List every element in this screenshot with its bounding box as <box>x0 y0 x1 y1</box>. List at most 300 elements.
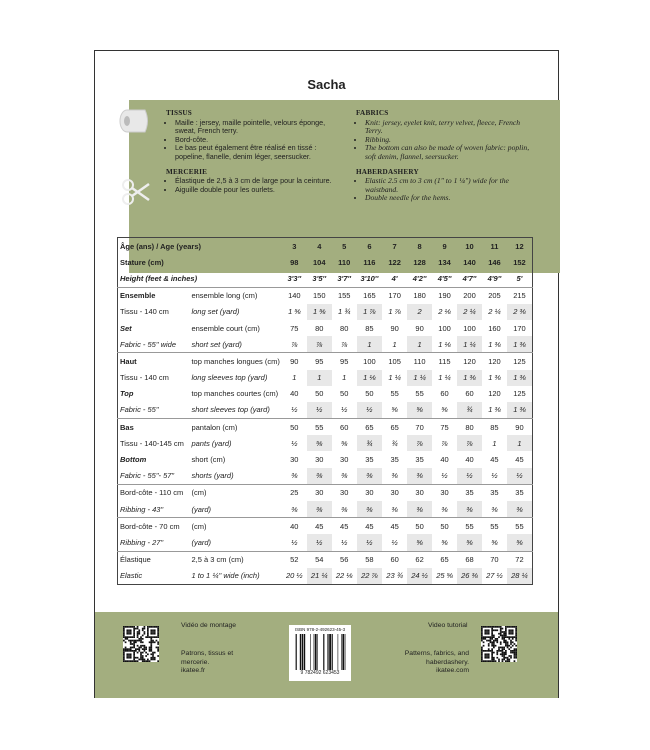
value-cell: 21 ¼ <box>307 568 332 585</box>
shop-en-text <box>401 650 469 676</box>
value-cell: 75 <box>290 323 299 333</box>
value-cell: 100 <box>438 323 451 333</box>
haberdashery-fr-item: • Élastique de 2,5 à 3 cm de large pour la ceinture. <box>175 177 346 186</box>
value-cell: 2 ¼ <box>457 304 482 320</box>
table-row <box>118 254 533 270</box>
value-cell: ⅝ <box>307 435 332 451</box>
value-cell: 1 <box>507 435 533 451</box>
value-cell: 140 <box>463 257 476 267</box>
value-cell: 27 ½ <box>486 571 503 581</box>
value-cell: 4'5'' <box>437 273 452 283</box>
value-cell: 95 <box>332 353 357 370</box>
value-cell: ⅞ <box>407 435 432 451</box>
special-unit-fr: (cm) <box>189 518 281 535</box>
value-cell: 120 <box>482 353 507 370</box>
group-name-fr: Haut <box>120 356 137 366</box>
footer-band <box>95 612 558 698</box>
special-unit-en: (yard) <box>191 504 212 514</box>
value-cell: 45 <box>307 518 332 535</box>
value-cell: 3 <box>292 241 297 251</box>
table-row <box>118 534 533 551</box>
value-cell: 1 <box>392 339 397 349</box>
value-cell: 60 <box>465 389 474 399</box>
value-cell: 30 <box>340 455 349 465</box>
value-cell: 125 <box>513 389 526 399</box>
special-unit-en: (yard) <box>191 537 212 547</box>
value-cell: 4'2'' <box>412 273 427 283</box>
table-row <box>118 270 533 287</box>
value-cell: ½ <box>441 471 448 481</box>
value-cell: ⅝ <box>407 534 432 551</box>
value-cell: 45 <box>332 518 357 535</box>
group-label-cell <box>118 304 190 320</box>
row-label: short (cm) <box>191 455 226 465</box>
shop-en-line: Patterns, fabrics, and <box>404 650 469 657</box>
value-cell: 115 <box>432 353 457 370</box>
value-cell: 30 <box>407 484 432 501</box>
value-cell: 160 <box>488 323 501 333</box>
value-cell: 170 <box>382 287 407 304</box>
shop-en-link[interactable]: ikatee.com <box>436 667 469 675</box>
group-label-cell <box>118 287 190 304</box>
value-cell: 1 <box>292 373 297 383</box>
value-cell: ⅜ <box>307 468 332 485</box>
value-cell: ¾ <box>457 402 482 419</box>
special-label-en: Ribbing - 43" <box>120 504 164 514</box>
table-row <box>118 518 533 535</box>
value-cell: 12 <box>515 241 524 251</box>
value-cell: ½ <box>457 468 482 485</box>
value-cell: 80 <box>457 419 482 436</box>
group-name-en: Set <box>120 323 132 333</box>
value-cell: ⅜ <box>357 501 382 518</box>
value-cell: 2 <box>407 304 432 320</box>
table-row <box>118 320 533 336</box>
value-cell: 90 <box>282 353 307 370</box>
value-cell: ⅜ <box>391 471 398 481</box>
value-cell: 1 ⅜ <box>507 402 533 419</box>
value-cell: 72 <box>507 551 533 568</box>
value-cell: 1 ⅜ <box>488 405 501 415</box>
group-fabric-fr: Tissu - 140 cm <box>120 307 169 317</box>
value-cell: 1 <box>492 438 497 448</box>
value-cell: 25 <box>282 484 307 501</box>
value-cell: 55 <box>482 518 507 535</box>
table-row <box>118 353 533 370</box>
value-cell: 4' <box>391 273 398 283</box>
value-cell: 1 <box>357 336 382 353</box>
group-label-cell <box>118 370 190 386</box>
group-fabric-en: Fabric - 55" wide <box>120 339 177 349</box>
group-label-cell <box>118 336 190 353</box>
value-cell: 20 ½ <box>285 571 303 581</box>
row-label: short set (yard) <box>191 339 242 349</box>
value-cell: ⅝ <box>457 534 482 551</box>
table-row <box>118 484 533 501</box>
value-cell: 1 ⅝ <box>288 307 301 317</box>
value-cell: 60 <box>440 389 449 399</box>
row-label: top manches courtes (cm) <box>191 389 279 399</box>
value-cell: 30 <box>382 484 407 501</box>
value-cell: 9 <box>442 241 447 251</box>
en-materials <box>356 109 536 209</box>
value-cell: 45 <box>382 518 407 535</box>
value-cell: 1 ⅝ <box>307 304 332 320</box>
value-cell: 28 ¼ <box>507 568 533 585</box>
haberdashery-en-heading: HABERDASHERY <box>356 167 419 176</box>
row-label: short sleeves top (yard) <box>191 405 270 415</box>
group-label-cell <box>118 402 190 419</box>
value-cell: ½ <box>357 534 382 551</box>
value-cell: 50 <box>282 419 307 436</box>
value-cell: 155 <box>332 287 357 304</box>
value-cell: 90 <box>390 323 399 333</box>
table-row <box>118 551 533 568</box>
value-cell: 4 <box>317 241 322 251</box>
value-cell: ⅜ <box>457 501 482 518</box>
value-cell: 60 <box>332 419 357 436</box>
value-cell: 90 <box>507 419 533 436</box>
value-cell: 60 <box>382 551 407 568</box>
barcode-number: 9 782492 623453 <box>300 670 340 676</box>
value-cell: 55 <box>415 389 424 399</box>
value-cell: 3'10'' <box>360 273 379 283</box>
value-cell: 122 <box>388 257 401 267</box>
row-label: ensemble long (cm) <box>189 287 281 304</box>
value-cell: 85 <box>365 323 374 333</box>
value-cell: 35 <box>365 455 374 465</box>
value-cell: 1 ⅜ <box>488 339 501 349</box>
value-cell: 1 <box>407 336 432 353</box>
value-cell: 50 <box>340 389 349 399</box>
special-label-fr: Bord-côte - 110 cm <box>118 484 190 501</box>
value-cell: 65 <box>432 551 457 568</box>
value-cell: 105 <box>382 353 407 370</box>
fabrics-en-item: • Knit: jersey, eyelet knit, terry velvet, fleece, French Terry. <box>365 119 536 136</box>
group-label-cell <box>118 320 190 336</box>
value-cell: 80 <box>340 323 349 333</box>
group-name-fr: Bas <box>120 422 134 432</box>
value-cell: 45 <box>357 518 382 535</box>
value-cell: ⅝ <box>441 405 448 415</box>
value-cell: 1 ⅜ <box>507 336 533 353</box>
row-label: top manches longues (cm) <box>189 353 281 370</box>
value-cell: 1 ⅜ <box>488 373 501 383</box>
value-cell: 40 <box>440 455 449 465</box>
value-cell: ⅞ <box>457 435 482 451</box>
haberdashery-en-item: • Double needle for the hems. <box>365 194 536 203</box>
value-cell: 90 <box>415 323 424 333</box>
value-cell: 116 <box>363 257 376 267</box>
value-cell: ¾ <box>357 435 382 451</box>
haberdashery-fr-item: • Aiguille double pour les ourlets. <box>175 186 346 195</box>
value-cell: ⅜ <box>391 504 398 514</box>
value-cell: 1 ¼ <box>407 370 432 386</box>
group-label-cell <box>118 468 190 485</box>
value-cell: 98 <box>290 257 299 267</box>
value-cell: 30 <box>290 455 299 465</box>
value-cell: 1 <box>307 370 332 386</box>
group-label-cell <box>118 419 190 436</box>
value-cell: ⅞ <box>307 336 332 353</box>
fabric-roll-icon <box>119 108 151 139</box>
value-cell: 70 <box>407 419 432 436</box>
value-cell: 152 <box>513 257 526 267</box>
value-cell: 3'3'' <box>287 273 302 283</box>
fabrics-en-item: • The bottom can also be made of woven fabric: poplin, soft denim, flannel, seersucker. <box>365 144 536 161</box>
value-cell: 40 <box>465 455 474 465</box>
value-cell: 3'7'' <box>337 273 352 283</box>
value-cell: ⅜ <box>507 501 533 518</box>
value-cell: ½ <box>307 402 332 419</box>
value-cell: 68 <box>457 551 482 568</box>
value-cell: ⅞ <box>441 438 448 448</box>
value-cell: 95 <box>307 353 332 370</box>
haberdashery-fr-heading: MERCERIE <box>166 167 208 176</box>
value-cell: 4'7'' <box>462 273 477 283</box>
value-cell: 30 <box>332 484 357 501</box>
barcode-bars <box>291 634 349 670</box>
video-en-title: Video tutorial <box>428 622 468 629</box>
value-cell: 200 <box>457 287 482 304</box>
value-cell: 170 <box>513 323 526 333</box>
value-cell: ½ <box>291 537 298 547</box>
value-cell: 2 ⅛ <box>438 307 451 317</box>
value-cell: 55 <box>390 389 399 399</box>
table-row <box>118 238 533 255</box>
value-cell: 30 <box>315 455 324 465</box>
video-fr-title: Vidéo de montage <box>181 622 237 629</box>
fabrics-fr-item: • Le bas peut également être réalisé en tissé : popeline, flanelle, denim léger, seersucker. <box>175 144 346 161</box>
value-cell: ⅜ <box>407 501 432 518</box>
value-cell: 134 <box>438 257 451 267</box>
value-cell: ½ <box>357 402 382 419</box>
value-cell: 50 <box>407 518 432 535</box>
value-cell: 165 <box>357 287 382 304</box>
haberdashery-en-item: • Elastic 2.5 cm to 3 cm (1" to 1 ¼") wide for the waistband. <box>365 177 536 194</box>
fr-materials <box>166 109 346 200</box>
value-cell: 50 <box>365 389 374 399</box>
table-row <box>118 568 533 585</box>
value-cell: 25 ⅝ <box>436 571 453 581</box>
value-cell: 8 <box>417 241 422 251</box>
value-cell: 1 ⅞ <box>388 307 401 317</box>
value-cell: 11 <box>490 241 499 251</box>
shop-fr-text <box>181 650 233 676</box>
group-fabric-fr: Tissu - 140-145 cm <box>120 438 184 448</box>
value-cell: 23 ¾ <box>386 571 403 581</box>
shop-fr-link[interactable]: ikatee.fr <box>181 667 206 675</box>
shop-fr-line: mercerie. <box>181 658 210 666</box>
special-label-en: Ribbing - 27" <box>120 537 164 547</box>
value-cell: ⅜ <box>441 504 448 514</box>
value-cell: ⅜ <box>341 504 348 514</box>
special-unit-fr: (cm) <box>189 484 281 501</box>
value-cell: 1 ¾ <box>337 307 351 317</box>
fabrics-en-item: • Ribbing. <box>365 136 536 145</box>
value-cell: ½ <box>341 405 348 415</box>
row-label: ensemble court (cm) <box>191 323 260 333</box>
group-label-cell <box>118 386 190 402</box>
value-cell: 5' <box>516 273 523 283</box>
isbn-barcode <box>289 625 351 681</box>
size-chart-table <box>117 237 533 585</box>
value-cell: ⅜ <box>357 468 382 485</box>
value-cell: 35 <box>390 455 399 465</box>
pattern-title: Sacha <box>307 77 346 92</box>
group-name-en: Top <box>120 389 134 399</box>
row-label: long set (yard) <box>191 307 240 317</box>
table-row <box>118 501 533 518</box>
value-cell: 3'5'' <box>312 273 327 283</box>
value-cell: 55 <box>457 518 482 535</box>
value-cell: ⅜ <box>491 504 498 514</box>
scissors-icon <box>121 178 151 211</box>
value-cell: ½ <box>341 537 348 547</box>
value-cell: 1 ⅜ <box>457 370 482 386</box>
value-cell: 6 <box>367 241 372 251</box>
value-cell: 35 <box>482 484 507 501</box>
value-cell: 7 <box>392 241 397 251</box>
group-fabric-fr: Tissu - 140 cm <box>120 373 169 383</box>
shop-en-line: haberdashery. <box>426 658 469 666</box>
table-row <box>118 287 533 304</box>
row-label: pantalon (cm) <box>189 419 281 436</box>
value-cell: 30 <box>432 484 457 501</box>
group-label-cell <box>118 435 190 451</box>
value-cell: ⅜ <box>341 471 348 481</box>
value-cell: 22 ⅞ <box>357 568 382 585</box>
value-cell: 146 <box>488 257 501 267</box>
table-row <box>118 468 533 485</box>
table-row <box>118 435 533 451</box>
table-row <box>118 336 533 353</box>
value-cell: 5 <box>342 241 347 251</box>
value-cell: 215 <box>507 287 533 304</box>
row-label: pants (yard) <box>191 438 232 448</box>
shop-fr-line: Patrons, tissus et <box>181 650 234 657</box>
value-cell: 54 <box>307 551 332 568</box>
value-cell: 40 <box>290 389 299 399</box>
value-cell: 52 <box>282 551 307 568</box>
value-cell: 58 <box>357 551 382 568</box>
value-cell: 65 <box>357 419 382 436</box>
value-cell: ⅝ <box>391 405 398 415</box>
fabrics-en-heading: FABRICS <box>356 109 389 117</box>
value-cell: 65 <box>382 419 407 436</box>
value-cell: 35 <box>415 455 424 465</box>
group-label-cell <box>118 353 190 370</box>
value-cell: 1 ¼ <box>388 373 401 383</box>
value-cell: 128 <box>413 257 426 267</box>
group-name-en: Bottom <box>120 455 147 465</box>
value-cell: ⅜ <box>291 471 298 481</box>
value-cell: ½ <box>507 468 533 485</box>
value-cell: 1 ¼ <box>457 336 482 353</box>
value-cell: 140 <box>282 287 307 304</box>
qr-code-en <box>481 626 517 662</box>
value-cell: 62 <box>407 551 432 568</box>
value-cell: 100 <box>357 353 382 370</box>
special-label-fr: Bord-côte - 70 cm <box>118 518 190 535</box>
value-cell: 100 <box>463 323 476 333</box>
value-cell: 125 <box>507 353 533 370</box>
row-label: long sleeves top (yard) <box>191 373 268 383</box>
qr-code-fr <box>123 626 159 662</box>
fabrics-fr-item: • Bord-côte. <box>175 136 346 145</box>
special-unit-en: 1 to 1 ¼" wide (inch) <box>191 571 260 581</box>
value-cell: ⅞ <box>341 339 348 349</box>
value-cell: 110 <box>338 257 351 267</box>
fabrics-fr-heading: TISSUS <box>166 109 192 117</box>
value-cell: ½ <box>491 471 498 481</box>
table-row <box>118 419 533 436</box>
value-cell: 55 <box>507 518 533 535</box>
value-cell: ⅝ <box>407 402 432 419</box>
value-cell: ⅝ <box>507 534 533 551</box>
value-cell: 22 ⅛ <box>335 571 353 581</box>
value-cell: 180 <box>407 287 432 304</box>
value-cell: 85 <box>482 419 507 436</box>
value-cell: 55 <box>307 419 332 436</box>
value-cell: 45 <box>490 455 499 465</box>
value-cell: 150 <box>307 287 332 304</box>
value-cell: 35 <box>507 484 533 501</box>
table-row <box>118 451 533 467</box>
value-cell: ⅜ <box>407 468 432 485</box>
value-cell: 104 <box>313 257 326 267</box>
value-cell: 120 <box>488 389 501 399</box>
table-row <box>118 402 533 419</box>
value-cell: 45 <box>515 455 524 465</box>
value-cell: ⅝ <box>441 537 448 547</box>
value-cell: 80 <box>315 323 324 333</box>
group-fabric-en: Fabric - 55"- 57" <box>120 471 175 481</box>
value-cell: 1 ⅜ <box>507 370 533 386</box>
value-cell: 70 <box>482 551 507 568</box>
value-cell: 2 ⅜ <box>507 304 533 320</box>
value-cell: 24 ½ <box>407 568 432 585</box>
group-name-fr: Ensemble <box>120 291 156 301</box>
value-cell: 190 <box>432 287 457 304</box>
value-cell: ⅜ <box>291 504 298 514</box>
value-cell: 1 ⅛ <box>438 339 451 349</box>
value-cell: ½ <box>307 534 332 551</box>
value-cell: ⅜ <box>307 501 332 518</box>
value-cell: 35 <box>457 484 482 501</box>
value-cell: ⅝ <box>491 537 498 547</box>
value-cell: ¾ <box>391 438 398 448</box>
age-header: Âge (ans) / Age (years) <box>120 241 201 251</box>
value-cell: ⅝ <box>341 438 348 448</box>
group-fabric-en: Fabric - 55" <box>120 405 159 415</box>
value-cell: 205 <box>482 287 507 304</box>
value-cell: 1 ¼ <box>438 373 451 383</box>
table-row <box>118 304 533 320</box>
group-label-cell <box>118 451 190 467</box>
special-label-fr: Élastique <box>118 551 190 568</box>
value-cell: 2 ¼ <box>488 307 501 317</box>
value-cell: ½ <box>291 438 298 448</box>
height-header: Height (feet & inches) <box>120 273 198 283</box>
fabrics-fr-item: • Maille : jersey, maille pointelle, velours éponge, sweat, French terry. <box>175 119 346 136</box>
value-cell: 110 <box>407 353 432 370</box>
value-cell: ½ <box>291 405 298 415</box>
isbn-text: ISBN 978-2-492623-45-3 <box>294 627 346 632</box>
stature-header: Stature (cm) <box>120 257 164 267</box>
value-cell: 50 <box>315 389 324 399</box>
value-cell: ⅞ <box>291 339 298 349</box>
